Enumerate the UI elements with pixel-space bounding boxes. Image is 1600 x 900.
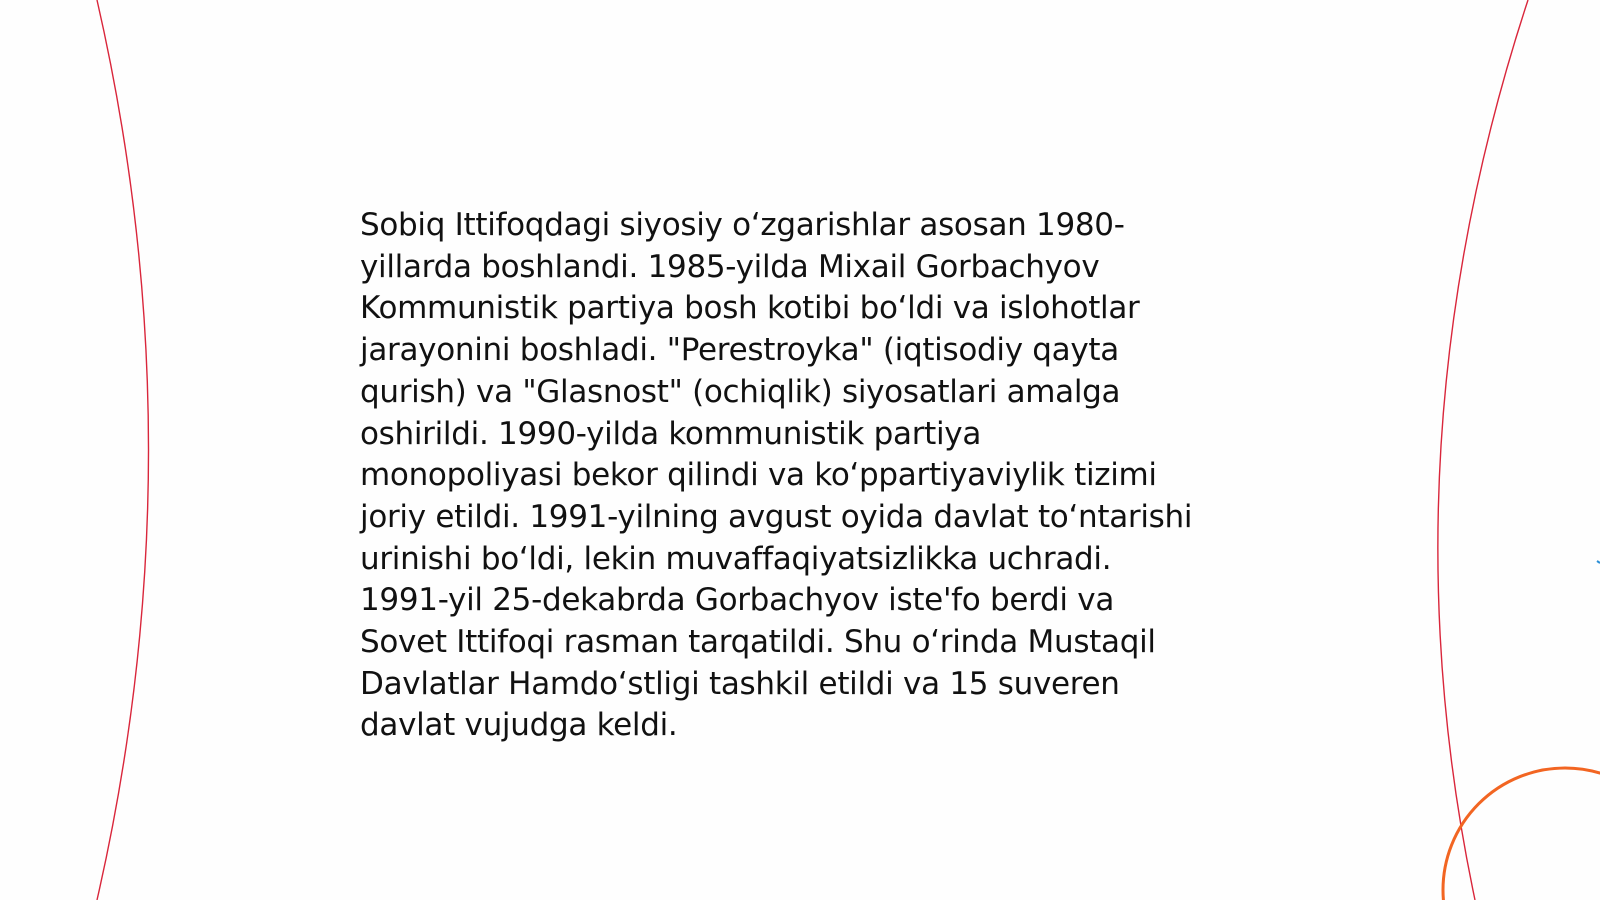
body-line: Sobiq Ittifoqdagi siyosiy o‘zgarishlar asosan 1980-: [360, 207, 1125, 243]
body-line: qurish) va "Glasnost" (ochiqlik) siyosatlari amalga: [360, 373, 1121, 410]
body-line: urinishi bo‘ldi, lekin muvaffaqiyatsizlikka uchradi.: [360, 540, 1112, 577]
body-line: Kommunistik partiya bosh kotibi bo‘ldi va islohotlar: [360, 290, 1140, 327]
body-line: monopoliyasi bekor qilindi va ko‘ppartiyaviylik tizimi: [360, 457, 1157, 494]
slide-body-text: [360, 205, 1240, 747]
body-line: davlat vujudga keldi.: [360, 707, 678, 744]
body-line: 1991-yil 25-dekabrda Gorbachyov iste'fo berdi va: [360, 582, 1115, 619]
left-arc-decoration: [97, 0, 149, 900]
body-line: yillarda boshlandi. 1985-yilda Mixail Gorbachyov: [360, 248, 1100, 285]
corner-circle-decoration: [1443, 768, 1600, 900]
right-arc-decoration: [1438, 0, 1528, 900]
body-line: Davlatlar Hamdo‘stligi tashkil etildi va 15 suveren: [360, 665, 1120, 702]
body-line: oshirildi. 1990-yilda kommunistik partiya: [360, 415, 982, 452]
body-line: Sovet Ittifoqi rasman tarqatildi. Shu o‘rinda Mustaqil: [360, 624, 1156, 661]
body-line: jarayonini boshladi. "Perestroyka" (iqtisodiy qayta: [360, 332, 1119, 369]
body-line: joriy etildi. 1991-yilning avgust oyida davlat to‘ntarishi: [360, 498, 1193, 535]
